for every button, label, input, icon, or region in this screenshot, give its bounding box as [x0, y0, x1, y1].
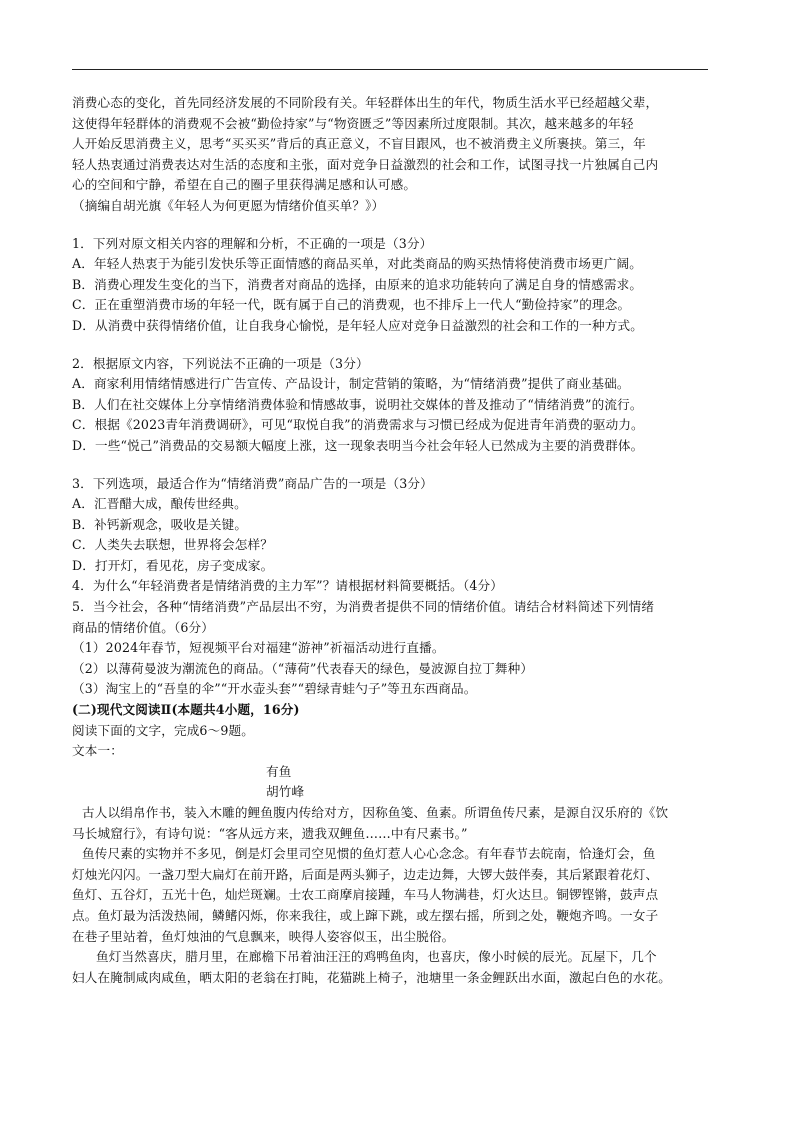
paragraph-line: 在巷子里站着，鱼灯烛油的气息飘来，映得人姿容似玉，出尘脱俗。	[72, 928, 455, 944]
sub-item-1: （1）2024年春节，短视频平台对福建“游神”祈福活动进行直播。	[72, 640, 445, 656]
paragraph-line: 妇人在腌制咸肉咸鱼，晒太阳的老翁在打盹，花猫跳上椅子，池塘里一条金鲤跃出水面，激起白色的水花。	[72, 969, 671, 985]
paragraph-line: 灯烛光闪闪。一盏刀型大扁灯在前开路，后面是两头狮子，边走边舞，大锣大鼓伴奏，其后紧跟着花灯、	[72, 866, 659, 882]
question-4: 4．为什么“年轻消费者是情绪消费的主力军”？请根据材料简要概括。（4分）	[72, 578, 504, 594]
paragraph	[72, 844, 712, 947]
header-rule	[72, 69, 708, 70]
option-b: B．消费心理发生变化的当下，消费者对商品的选择，由原来的追求功能转向了满足自身的情感需求。	[72, 276, 643, 292]
paragraph-line: 鱼灯当然喜庆，腊月里，在廊檐下吊着油汪汪的鸡鸭鱼肉，也喜庆，像小时候的辰光。瓦屋下，几个	[96, 949, 657, 965]
option-d: D．一些“悦己”消费品的交易额大幅度上涨，这一现象表明当今社会年轻人已然成为主要的消费群体。	[72, 437, 644, 453]
section-instruction: 阅读下面的文字，完成6～9题。	[72, 722, 254, 738]
option-c: C．正在重塑消费市场的年轻一代，既有属于自己的消费观，也不排斥上一代人“勤俭持家”的理念。	[72, 297, 631, 313]
paragraph-line: 点。鱼灯最为活泼热闹，鳞鳍闪烁，你来我往，或上蹿下跳，或左摆右摇，所到之处，鞭炮齐鸣。一女子	[72, 907, 659, 923]
passage-line: 人开始反思消费主义，思考“买买买”背后的真正意义，不盲目跟风，也不被消费主义所裹挟。第三，年	[72, 136, 646, 152]
option-d: D．打开灯，看见花，房子变成家。	[72, 557, 274, 573]
option-b: B．人们在社交媒体上分享情绪消费体验和情感故事，说明社交媒体的普及推动了“情绪消费”的流行。	[72, 396, 643, 412]
option-a: A．年轻人热衷于为能引发快乐等正面情感的商品买单，对此类商品的购买热情将使消费市场更广阔。	[72, 256, 642, 272]
question-stem: 商品的情绪价值。（6分）	[72, 619, 215, 635]
paragraph-line: 马长城窟行》，有诗句说：“客从远方来，遗我双鲤鱼……中有尺素书。”	[72, 825, 468, 841]
passage-line: 轻人热衷通过消费表达对生活的态度和主张，面对竞争日益激烈的社会和工作，试图寻找一片独属自己内	[72, 156, 659, 172]
option-a: A．商家利用情绪情感进行广告宣传、产品设计，制定营销的策略，为“情绪消费”提供了商业基础。	[72, 376, 630, 392]
sub-item-2: （2）以薄荷曼波为潮流色的商品。（“薄荷”代表春天的绿色，曼波源自拉丁舞种）	[72, 660, 534, 676]
question-stem: 2．根据原文内容，下列说法不正确的一项是（3分）	[72, 355, 369, 371]
passage-end	[72, 93, 712, 196]
question-3	[72, 474, 712, 577]
article-author: 胡竹峰	[266, 784, 305, 800]
section-2	[72, 700, 712, 988]
passage-line: 消费心态的变化，首先同经济发展的不同阶段有关。年轻群体出生的年代，物质生活水平已经超越父辈，	[72, 95, 659, 110]
document-body	[72, 93, 712, 988]
passage-line: 这使得年轻群体的消费观不会被“勤俭持家”与“物资匮乏”等因素所过度限制。其次，越来越多的年轻	[72, 115, 634, 131]
question-stem: 5．当今社会，各种“情绪消费”产品层出不穷，为消费者提供不同的情绪价值。请结合材料简述下列情绪	[72, 599, 655, 615]
section-heading: (二)现代文阅读Ⅱ(本题共4小题，16分)	[72, 702, 300, 718]
paragraph-line: 鱼传尺素的实物并不多见，倒是灯会里司空见惯的鱼灯惹人心心念念。有年春节去皖南，恰逢灯会，鱼	[82, 846, 656, 862]
paragraph	[72, 947, 712, 988]
paragraph-line: 古人以绢帛作书，装入木雕的鲤鱼腹内传给对方，因称鱼笺、鱼素。所谓鱼传尺素，是源自汉乐府的《饮	[82, 805, 669, 820]
question-1	[72, 234, 712, 337]
sub-item-3: （3）淘宝上的“吾皇的伞”“开水壶头套”“碧绿青蛙勺子”等丑东西商品。	[72, 681, 477, 697]
question-stem: 1．下列对原文相关内容的理解和分析，不正确的一项是（3分）	[72, 235, 433, 251]
option-b: B．补钙新观念，吸收是关键。	[72, 516, 248, 532]
option-d: D．从消费中获得情绪价值，让自我身心愉悦，是年轻人应对竞争日益激烈的社会和工作的一种方式。	[72, 317, 643, 333]
source-citation: （摘编自胡光旗《年轻人为何更愿为情绪价值买单？》）	[72, 197, 385, 213]
passage-line: 心的空间和宁静，希望在自己的圈子里获得满足感和认可感。	[72, 177, 417, 193]
paragraph	[72, 803, 712, 844]
question-stem: 3．下列选项，最适合作为“情绪消费”商品广告的一项是（3分）	[72, 475, 433, 491]
paragraph-line: 鱼灯、五谷灯，五光十色，灿烂斑斓。士农工商摩肩接踵，车马人物满巷，灯火达旦。铜锣铿锵，鼓声点	[72, 887, 659, 903]
question-5	[72, 597, 712, 700]
question-2	[72, 354, 712, 457]
option-c: C．根据《2023青年消费调研》，可见“取悦自我”的消费需求与习惯已经成为促进青年消费的驱动力。	[72, 417, 644, 433]
option-a: A．汇晋醋大成，酿传世经典。	[72, 496, 247, 512]
option-c: C．人类失去联想，世界将会怎样？	[72, 537, 273, 553]
article-title: 有鱼	[266, 763, 292, 779]
text-label: 文本一：	[72, 743, 123, 759]
